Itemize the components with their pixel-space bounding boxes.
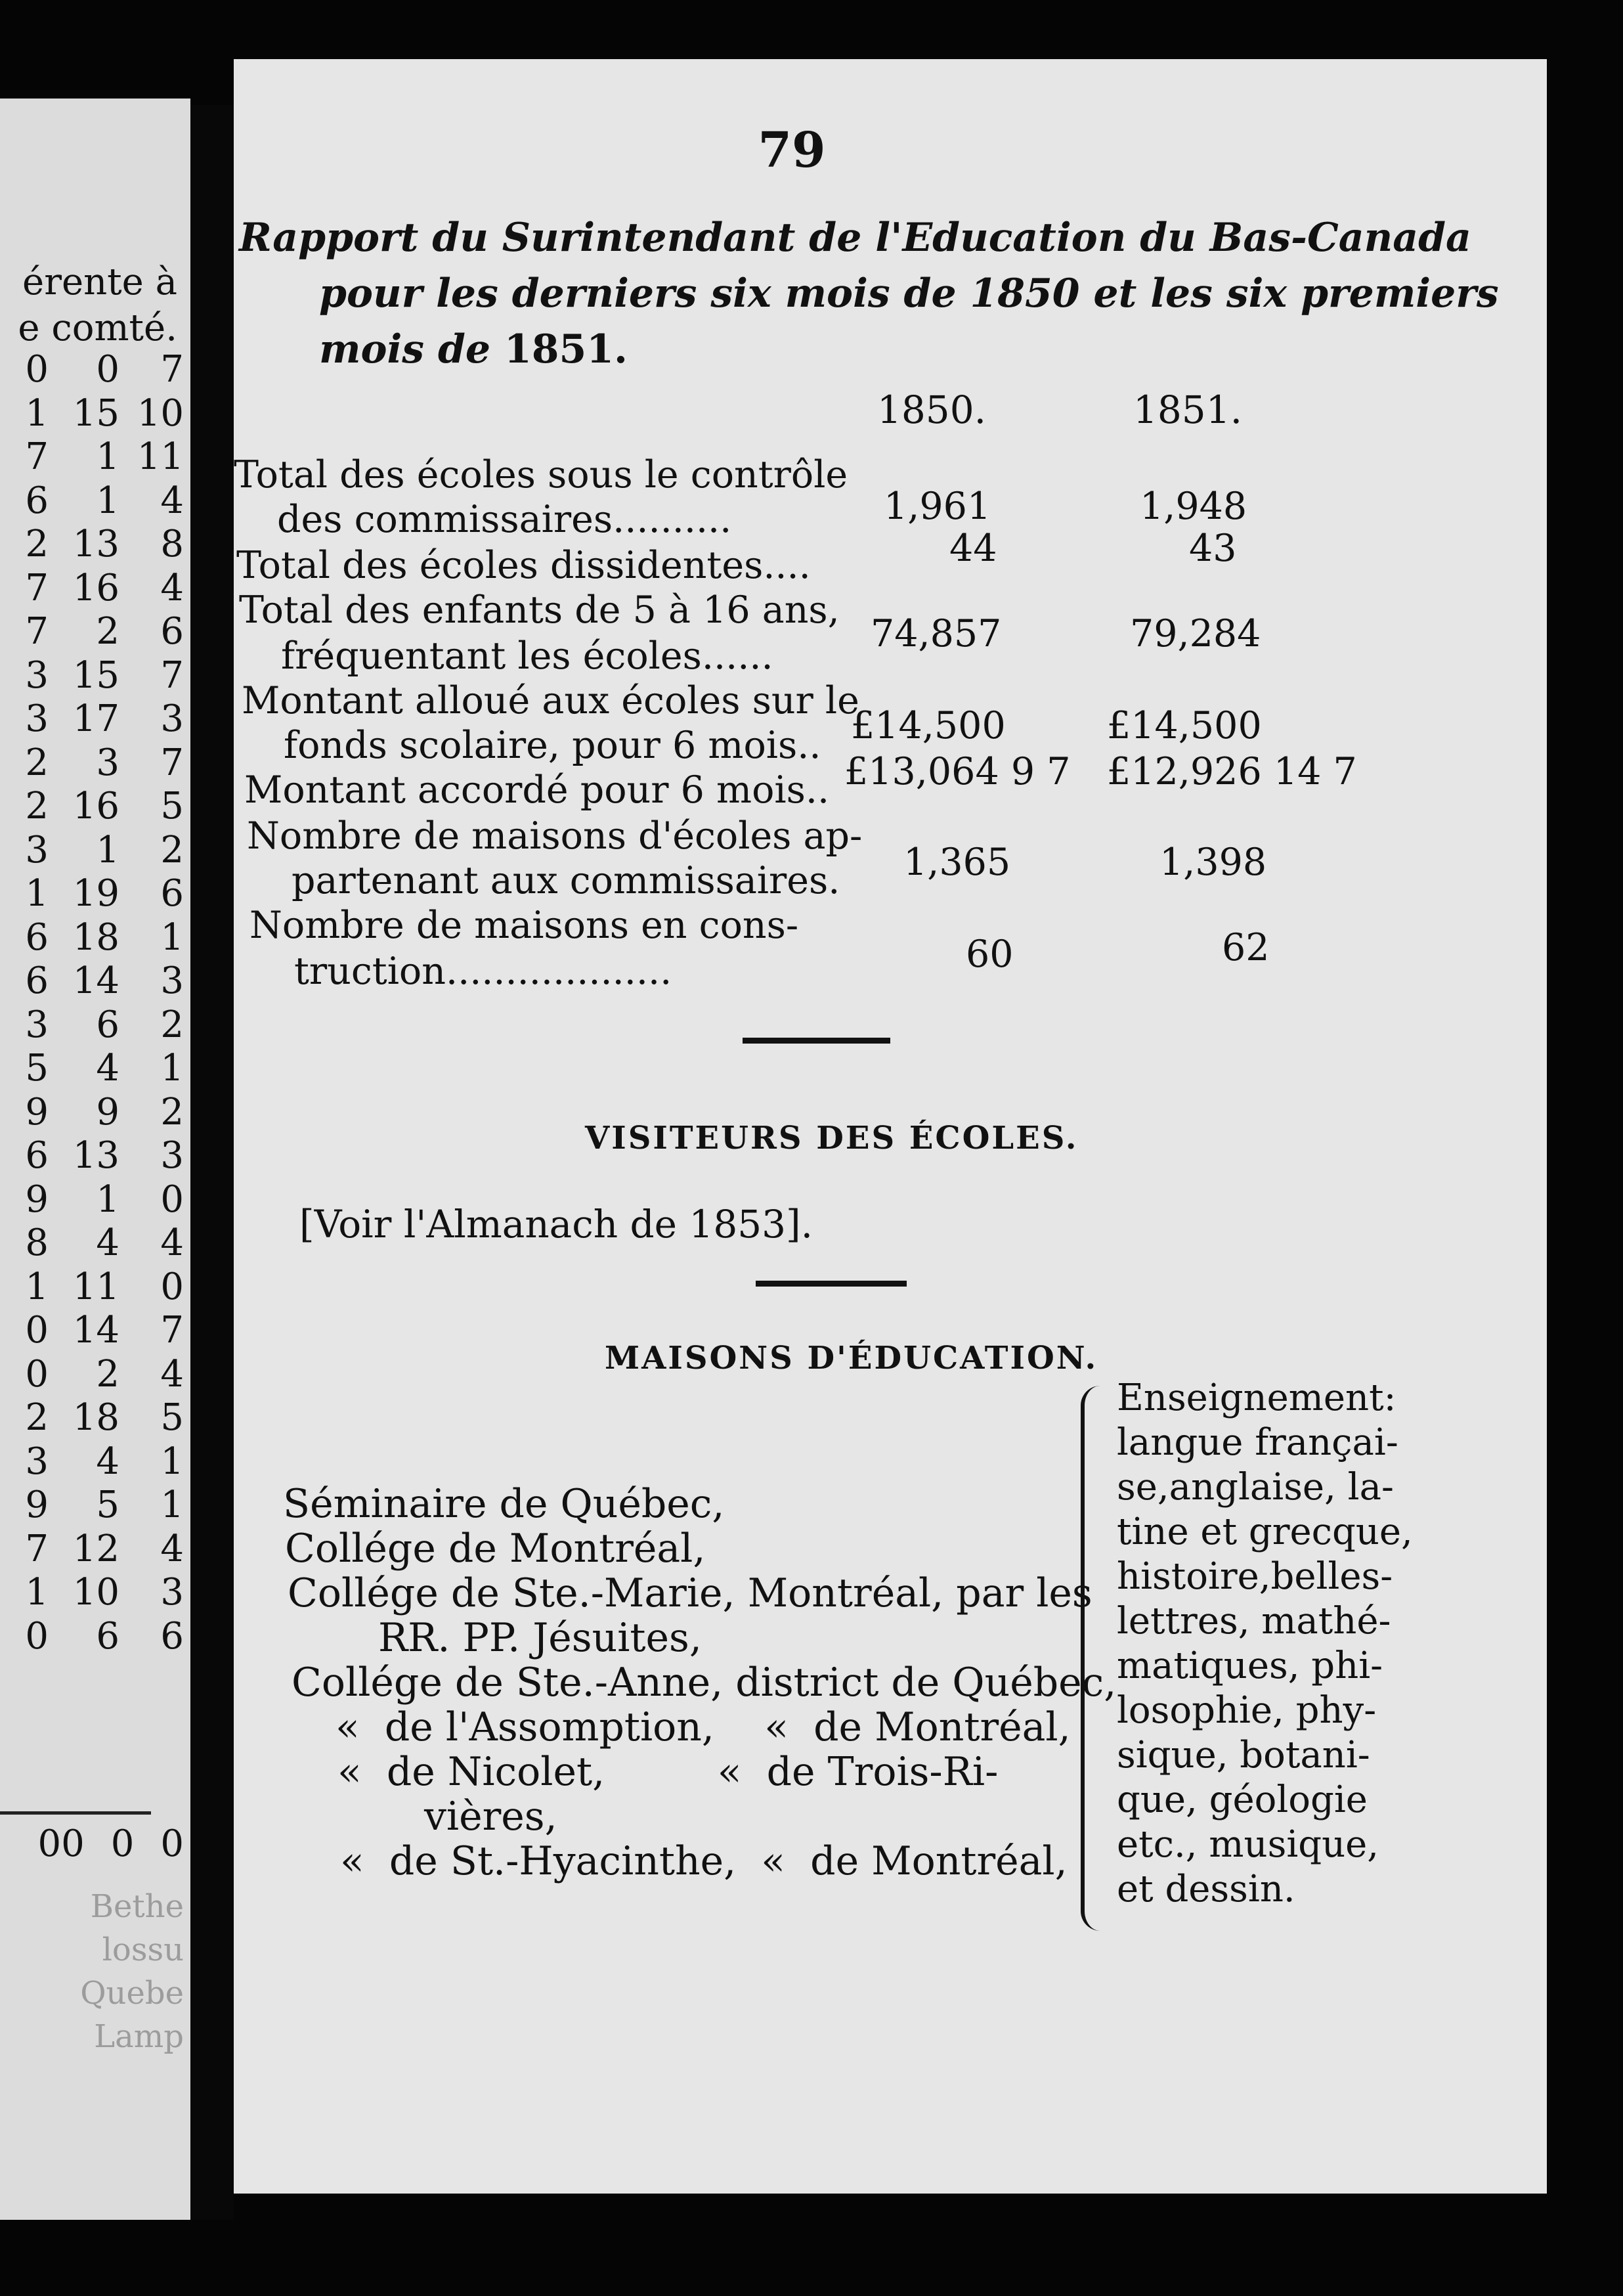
left-table-row	[0, 1309, 184, 1353]
left-table-cell: 3	[25, 1003, 49, 1046]
left-table-row	[0, 1528, 184, 1572]
school-item: « de St.-Hyacinthe, « de Montréal,	[340, 1838, 1068, 1884]
left-page-header: érente à e comté.	[18, 261, 177, 349]
left-table-cell: 0	[96, 348, 119, 391]
left-table-cell: 15	[72, 653, 119, 697]
school-item: « de Nicolet, « de Trois-Ri-	[337, 1749, 999, 1795]
enseignement-line: lettres, mathé-	[1117, 1600, 1391, 1643]
left-table-row	[0, 523, 184, 567]
left-table-cell: 3	[160, 1571, 184, 1614]
left-table-cell: 18	[72, 916, 119, 959]
almanach-note: [Voir l'Almanach de 1853].	[299, 1202, 813, 1247]
enseignement-line: tine et grecque,	[1117, 1511, 1413, 1553]
left-table-cell: 2	[25, 785, 49, 828]
enseignement-line: histoire,belles-	[1117, 1555, 1393, 1598]
left-table-row	[0, 1396, 184, 1440]
year-1851-heading: 1851.	[1133, 387, 1243, 432]
left-table-row	[0, 872, 184, 916]
school-item: Séminaire de Québec,	[283, 1481, 725, 1527]
left-table-cell: 4	[96, 1222, 119, 1264]
left-table-cell: 1	[25, 872, 49, 915]
left-table-cell: 5	[160, 785, 184, 828]
stat-label: truction...................	[294, 950, 672, 993]
enseignement-line: etc., musique,	[1117, 1823, 1379, 1866]
left-table-row	[0, 960, 184, 1004]
left-table-cell: 3	[160, 1134, 184, 1177]
left-table-cell: 3	[96, 741, 119, 784]
stat-label: des commissaires..........	[277, 498, 732, 541]
left-table-cell: 0	[160, 1178, 184, 1221]
stat-value-1850: 1,961	[884, 485, 991, 528]
left-page-rule	[0, 1811, 151, 1815]
left-table-cell: 11	[72, 1265, 119, 1308]
left-table-cell: 6	[25, 479, 49, 522]
school-item: Collége de Montréal,	[285, 1526, 706, 1572]
left-table-cell: 4	[160, 1222, 184, 1264]
left-table-cell: 11	[137, 435, 184, 478]
left-table-row	[0, 392, 184, 436]
left-table-cell: 6	[25, 1134, 49, 1177]
stat-value-1851: 1,398	[1159, 841, 1267, 884]
left-table-row	[0, 1615, 184, 1659]
stat-value-1850: 44	[949, 527, 997, 570]
left-table-cell: 2	[160, 828, 184, 872]
left-table-cell: 9	[96, 1090, 119, 1134]
left-table-cell: 4	[160, 1352, 184, 1396]
left-table-row	[0, 610, 184, 654]
left-table-cell: 9	[25, 1178, 49, 1221]
left-table-cell: 1	[160, 1047, 184, 1090]
stat-value-1850: 60	[966, 933, 1014, 976]
left-table-cell: 10	[137, 391, 184, 435]
stat-value-1851: £14,500	[1107, 704, 1262, 747]
enseignement-line: langue françai-	[1117, 1421, 1398, 1464]
left-table-cell: 13	[72, 523, 119, 565]
visiteurs-heading: VISITEURS DES ÉCOLES.	[585, 1120, 1079, 1157]
left-table-row	[0, 1353, 184, 1397]
maisons-heading: MAISONS D'ÉDUCATION.	[605, 1340, 1098, 1377]
left-table-cell: 0	[25, 348, 49, 391]
left-table-row	[0, 785, 184, 829]
left-table-cell: 2	[160, 1090, 184, 1134]
school-item: vières,	[424, 1794, 557, 1840]
left-table-cell: 0	[160, 1265, 184, 1308]
left-table-row	[0, 1222, 184, 1266]
left-table-cell: 16	[72, 566, 119, 609]
enseignement-list	[1117, 1376, 1413, 1912]
left-table-cell: 5	[96, 1484, 119, 1526]
left-table-row	[0, 1484, 184, 1528]
curly-brace	[1081, 1386, 1111, 1931]
left-table-cell: 1	[96, 479, 119, 522]
left-table-cell: 9	[25, 1484, 49, 1526]
left-table-cell: 2	[160, 1003, 184, 1046]
left-page-fragment	[0, 99, 190, 2220]
left-page-table	[0, 348, 184, 1658]
left-table-row	[0, 916, 184, 960]
left-table-cell: 1	[160, 1484, 184, 1526]
school-item: « de l'Assomption, « de Montréal,	[335, 1704, 1071, 1750]
left-page-faint-text: Bethe lossu Quebe Lamp	[80, 1888, 184, 2055]
left-table-row	[0, 479, 184, 523]
left-table-cell: 1	[96, 1178, 119, 1221]
book-spine	[190, 105, 234, 2220]
stat-label: partenant aux commissaires.	[292, 859, 840, 902]
left-table-row	[0, 435, 184, 479]
left-table-row	[0, 654, 184, 698]
left-table-cell: 7	[25, 1527, 49, 1570]
stat-value-1851: £12,926 14 7	[1107, 750, 1357, 793]
left-table-cell: 1	[25, 1571, 49, 1614]
stat-label: Total des écoles dissidentes....	[236, 544, 811, 587]
left-table-cell: 1	[96, 435, 119, 478]
left-table-cell: 19	[72, 872, 119, 915]
left-table-cell: 7	[160, 741, 184, 784]
enseignement-line: se,anglaise, la-	[1117, 1466, 1394, 1509]
title-line-3: mois de 1851.	[319, 326, 628, 372]
stat-label: Total des écoles sous le contrôle	[234, 453, 848, 497]
left-table-cell: 6	[25, 960, 49, 1002]
year-1850-heading: 1850.	[877, 387, 987, 432]
left-table-cell: 9	[25, 1090, 49, 1134]
left-table-row	[0, 1571, 184, 1615]
left-table-cell: 17	[72, 697, 119, 740]
section-rule	[743, 1038, 890, 1044]
left-table-cell: 4	[96, 1440, 119, 1483]
left-table-row	[0, 829, 184, 873]
left-table-cell: 7	[160, 653, 184, 697]
left-table-cell: 4	[160, 479, 184, 522]
title-line-2: pour les derniers six mois de 1850 et les six premiers	[319, 271, 1499, 317]
left-table-cell: 1	[25, 1265, 49, 1308]
stat-label: Total des enfants de 5 à 16 ans,	[239, 588, 840, 632]
left-table-cell: 8	[25, 1222, 49, 1264]
left-table-cell: 7	[25, 610, 49, 653]
left-table-cell: 6	[160, 1614, 184, 1658]
left-table-cell: 18	[72, 1396, 119, 1439]
left-table-cell: 6	[160, 872, 184, 915]
left-table-row	[0, 1266, 184, 1310]
left-table-cell: 0	[25, 1309, 49, 1352]
left-table-cell: 6	[96, 1614, 119, 1658]
left-table-row	[0, 1047, 184, 1091]
left-table-row	[0, 741, 184, 785]
left-table-cell: 0	[25, 1614, 49, 1658]
stat-value-1851: 43	[1189, 527, 1237, 570]
left-table-cell: 2	[96, 1352, 119, 1396]
school-item: Collége de Ste.-Marie, Montréal, par les	[288, 1570, 1093, 1616]
left-table-cell: 1	[96, 828, 119, 872]
left-table-cell: 2	[25, 1396, 49, 1439]
left-table-cell: 1	[25, 391, 49, 435]
left-table-row	[0, 1440, 184, 1484]
stat-value-1850: £14,500	[851, 704, 1006, 747]
left-table-cell: 15	[72, 391, 119, 435]
left-table-cell: 7	[25, 566, 49, 609]
stat-value-1851: 79,284	[1130, 612, 1261, 655]
left-table-row	[0, 1178, 184, 1222]
left-table-cell: 4	[160, 1527, 184, 1570]
left-table-cell: 1	[160, 1440, 184, 1483]
stat-value-1850: £13,064 9 7	[844, 750, 1071, 793]
stat-label: Nombre de maisons d'écoles ap-	[247, 814, 863, 858]
left-table-cell: 13	[72, 1134, 119, 1177]
left-table-cell: 12	[72, 1527, 119, 1570]
left-table-cell: 2	[25, 741, 49, 784]
stat-label: fréquentant les écoles......	[281, 634, 773, 678]
left-table-cell: 4	[96, 1047, 119, 1090]
left-table-cell: 5	[25, 1047, 49, 1090]
stat-value-1850: 1,365	[903, 841, 1011, 884]
stat-label: Montant accordé pour 6 mois..	[244, 768, 830, 812]
left-table-cell: 6	[96, 1003, 119, 1046]
left-table-cell: 7	[25, 435, 49, 478]
enseignement-line: Enseignement:	[1117, 1377, 1396, 1419]
left-table-row	[0, 1091, 184, 1135]
stat-label: Nombre de maisons en cons-	[249, 904, 799, 947]
left-table-cell: 3	[25, 697, 49, 740]
left-table-cell: 14	[72, 1309, 119, 1352]
enseignement-line: sique, botani-	[1117, 1734, 1370, 1777]
enseignement-line: que, géologie	[1117, 1778, 1368, 1821]
left-table-cell: 4	[160, 566, 184, 609]
stat-value-1851: 1,948	[1140, 485, 1247, 528]
left-table-cell: 3	[160, 960, 184, 1002]
left-table-row	[0, 1004, 184, 1048]
enseignement-line: matiques, phi-	[1117, 1645, 1383, 1687]
left-table-cell: 14	[72, 960, 119, 1002]
stat-label: fonds scolaire, pour 6 mois..	[284, 724, 821, 767]
page-79	[234, 59, 1547, 2194]
left-page-total: 00 0 0	[37, 1822, 184, 1865]
left-table-cell: 0	[25, 1352, 49, 1396]
left-table-row	[0, 567, 184, 611]
left-table-row	[0, 1134, 184, 1178]
left-table-cell: 6	[25, 916, 49, 959]
left-table-cell: 3	[25, 1440, 49, 1483]
left-table-cell: 3	[160, 697, 184, 740]
stat-label: Montant alloué aux écoles sur le	[242, 679, 859, 722]
enseignement-line: losophie, phy-	[1117, 1689, 1377, 1732]
school-item: RR. PP. Jésuites,	[378, 1615, 702, 1661]
left-table-cell: 2	[96, 610, 119, 653]
page-number: 79	[758, 122, 826, 179]
left-table-cell: 7	[160, 348, 184, 391]
left-table-cell: 7	[160, 1309, 184, 1352]
enseignement-line: et dessin.	[1117, 1868, 1295, 1910]
left-table-cell: 2	[25, 523, 49, 565]
stat-value-1851: 62	[1222, 926, 1270, 969]
school-item: Collége de Ste.-Anne, district de Québec,	[292, 1660, 1117, 1706]
left-table-cell: 6	[160, 610, 184, 653]
left-table-row	[0, 348, 184, 392]
left-table-cell: 10	[72, 1571, 119, 1614]
title-line-1: Rapport du Surintendant de l'Education du Bas-Canada	[239, 215, 1471, 261]
left-table-cell: 3	[25, 828, 49, 872]
left-table-cell: 1	[160, 916, 184, 959]
left-table-cell: 5	[160, 1396, 184, 1439]
stat-value-1850: 74,857	[871, 612, 1002, 655]
left-table-row	[0, 697, 184, 741]
section-rule	[756, 1281, 907, 1287]
left-table-cell: 8	[160, 523, 184, 565]
left-table-cell: 3	[25, 653, 49, 697]
left-table-cell: 16	[72, 785, 119, 828]
